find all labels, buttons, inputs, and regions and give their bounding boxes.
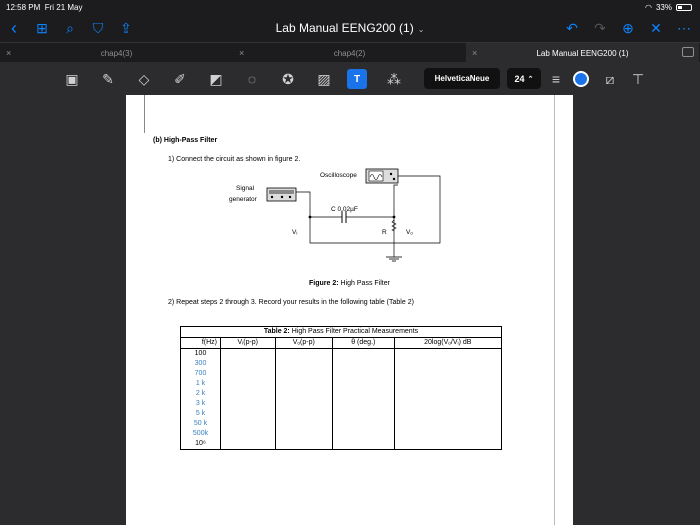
redo-icon[interactable]: ↷ <box>594 19 606 36</box>
back-icon[interactable]: ‹ <box>11 17 17 38</box>
capacitor-label: C 0.02µF <box>331 206 358 213</box>
shapes-icon[interactable]: ◩ <box>209 70 223 87</box>
table-cell[interactable] <box>275 369 333 379</box>
oscilloscope-label: Oscilloscope <box>320 172 357 179</box>
table-cell[interactable] <box>221 369 276 379</box>
table-row <box>181 369 502 379</box>
generator-label-1: Signal <box>236 185 255 192</box>
results-table <box>180 326 502 450</box>
figure-caption: Figure 2: High Pass Filter <box>309 280 390 287</box>
no-fill-icon[interactable]: ⧄ <box>605 70 615 87</box>
column-header: Vᵢ(p-p) <box>221 338 276 349</box>
table-cell[interactable] <box>333 369 395 379</box>
table-cell[interactable] <box>275 419 333 429</box>
table-cell[interactable] <box>221 389 276 399</box>
color-picker[interactable] <box>573 71 589 87</box>
status-right <box>645 3 692 12</box>
table-cell[interactable] <box>221 419 276 429</box>
sticker-icon[interactable]: ✪ <box>282 70 294 87</box>
osc-knob <box>390 173 392 175</box>
table-cell[interactable] <box>333 409 395 419</box>
table-cell[interactable] <box>394 369 501 379</box>
table-row <box>181 379 502 389</box>
table-cell[interactable] <box>275 359 333 369</box>
tab-lab-manual[interactable]: × Lab Manual EENG200 (1) <box>466 43 699 63</box>
highlighter-icon[interactable]: ✐ <box>174 70 186 87</box>
table-cell[interactable] <box>275 389 333 399</box>
align-icon[interactable]: ≡ <box>551 71 561 87</box>
table-cell[interactable] <box>333 419 395 429</box>
table-caption: Table 2: High Pass Filter Practical Measurements <box>181 327 502 338</box>
gen-knob <box>281 196 283 198</box>
freq-cell: 100 <box>181 349 221 360</box>
document-viewer[interactable] <box>0 95 700 525</box>
freq-cell: 5 k <box>181 409 221 419</box>
vo-label: Vₒ <box>406 229 413 236</box>
more-icon[interactable]: ⋯ <box>677 19 691 36</box>
status-time: 12:58 PM Fri 21 May <box>6 3 83 12</box>
table-row <box>181 429 502 439</box>
wire-input <box>296 192 342 217</box>
document-title[interactable]: Lab Manual EENG200 (1) ⌄ <box>275 21 425 35</box>
split-view-icon[interactable] <box>682 47 694 57</box>
table-cell[interactable] <box>394 399 501 409</box>
freq-cell: 10⁶ <box>181 439 221 450</box>
table-cell[interactable] <box>394 409 501 419</box>
table-row <box>181 419 502 429</box>
table-row <box>181 349 502 360</box>
table-cell[interactable] <box>394 389 501 399</box>
tab-chap4-3[interactable]: × chap4(3) <box>6 48 133 58</box>
close-icon[interactable]: ✕ <box>650 19 662 36</box>
table-cell[interactable] <box>275 349 333 360</box>
generator-label-2: generator <box>229 196 257 203</box>
table-cell[interactable] <box>275 439 333 450</box>
document-page[interactable] <box>126 95 573 525</box>
node-vi <box>309 216 312 219</box>
table-cell[interactable] <box>221 359 276 369</box>
wire-scope <box>394 176 440 243</box>
column-header: 20log(Vₒ/Vᵢ) dB <box>394 338 501 349</box>
table-cell[interactable] <box>333 349 395 360</box>
table-cell[interactable] <box>394 359 501 369</box>
circuit-diagram <box>226 165 456 270</box>
undo-icon[interactable]: ↶ <box>566 19 578 36</box>
table-cell[interactable] <box>221 409 276 419</box>
freq-cell: 700 <box>181 369 221 379</box>
page-margin-line <box>554 95 555 525</box>
table-cell[interactable] <box>221 429 276 439</box>
table-cell[interactable] <box>394 439 501 450</box>
table-row <box>181 389 502 399</box>
section-title: (b) High-Pass Filter <box>153 137 218 144</box>
freq-cell: 1 k <box>181 379 221 389</box>
table-cell[interactable] <box>221 379 276 389</box>
wire-scope-probe <box>394 185 398 217</box>
generator-display <box>269 190 294 194</box>
table-cell[interactable] <box>333 379 395 389</box>
table-cell[interactable] <box>275 379 333 389</box>
freq-cell: 500k <box>181 429 221 439</box>
freq-cell: 3 k <box>181 399 221 409</box>
step-2-text: 2) Repeat steps 2 through 3. Record your results in the following table (Table 2) <box>168 299 414 306</box>
gen-knob <box>271 196 273 198</box>
table-cell[interactable] <box>394 419 501 429</box>
font-size-button[interactable]: 24 ⌃ <box>507 68 541 89</box>
navigation-bar <box>0 14 700 42</box>
laser-pointer-icon[interactable]: ⁂ <box>387 70 401 87</box>
table-cell[interactable] <box>333 399 395 409</box>
stepper-icon: ⌃ <box>527 75 534 83</box>
freq-cell: 2 k <box>181 389 221 399</box>
table-cell[interactable] <box>221 349 276 360</box>
status-bar <box>0 0 700 14</box>
table-cell[interactable] <box>333 439 395 450</box>
table-cell[interactable] <box>394 379 501 389</box>
grid-icon[interactable]: ⊞ <box>36 19 48 36</box>
vi-label: Vᵢ <box>292 229 298 236</box>
gen-knob <box>289 196 291 198</box>
text-box-icon[interactable]: ⊤ <box>631 70 645 87</box>
freq-cell: 300 <box>181 359 221 369</box>
chevron-down-icon: ⌄ <box>417 25 425 34</box>
table-header-row <box>181 338 502 349</box>
image-icon[interactable]: ▨ <box>317 70 331 87</box>
column-header: Vₒ(p-p) <box>275 338 333 349</box>
share-icon[interactable]: ⇪ <box>120 19 132 36</box>
table-cell[interactable] <box>221 399 276 409</box>
font-family-button[interactable]: HelveticaNeue <box>424 68 500 89</box>
battery-icon <box>676 4 692 11</box>
battery-percent: 33% <box>655 3 672 12</box>
tab-bar <box>0 42 700 62</box>
lasso-icon[interactable]: ◌ <box>247 71 257 87</box>
osc-knob <box>393 178 395 180</box>
page-thumbnail-icon[interactable]: ▣ <box>65 70 79 87</box>
text-tool-icon[interactable]: T <box>347 69 367 89</box>
search-icon[interactable]: ⌕ <box>66 19 74 36</box>
table-row <box>181 409 502 419</box>
table-row <box>181 399 502 409</box>
add-page-icon[interactable]: ⊕ <box>622 19 634 36</box>
tab-chap4-2[interactable]: × chap4(2) <box>239 48 366 58</box>
table-cell[interactable] <box>275 409 333 419</box>
column-header: f(Hz) <box>181 338 221 349</box>
table-cell[interactable] <box>394 349 501 360</box>
table-cell[interactable] <box>333 359 395 369</box>
table-cell[interactable] <box>221 439 276 450</box>
table-cell[interactable] <box>333 429 395 439</box>
step-1-text: 1) Connect the circuit as shown in figure 2. <box>168 156 301 163</box>
table-row <box>181 439 502 450</box>
bookmark-icon[interactable]: ⛉ <box>92 19 104 36</box>
page-margin-line <box>144 95 145 133</box>
table-cell[interactable] <box>275 399 333 409</box>
column-header: θ (deg.) <box>333 338 395 349</box>
wifi-icon: ◠ <box>645 3 652 12</box>
eraser-icon[interactable]: ◇ <box>138 70 150 87</box>
table-cell[interactable] <box>275 429 333 439</box>
table-row <box>181 359 502 369</box>
pen-icon[interactable]: ✎ <box>102 70 114 87</box>
table-cell[interactable] <box>394 429 501 439</box>
tab-close-icon[interactable]: × <box>239 48 245 58</box>
tab-close-icon[interactable]: × <box>472 48 478 58</box>
freq-cell: 50 k <box>181 419 221 429</box>
table-cell[interactable] <box>333 389 395 399</box>
r-label: R <box>382 229 387 236</box>
annotation-toolbar <box>0 62 700 95</box>
tab-close-icon[interactable]: × <box>6 48 12 58</box>
signal-generator-box <box>267 188 296 201</box>
